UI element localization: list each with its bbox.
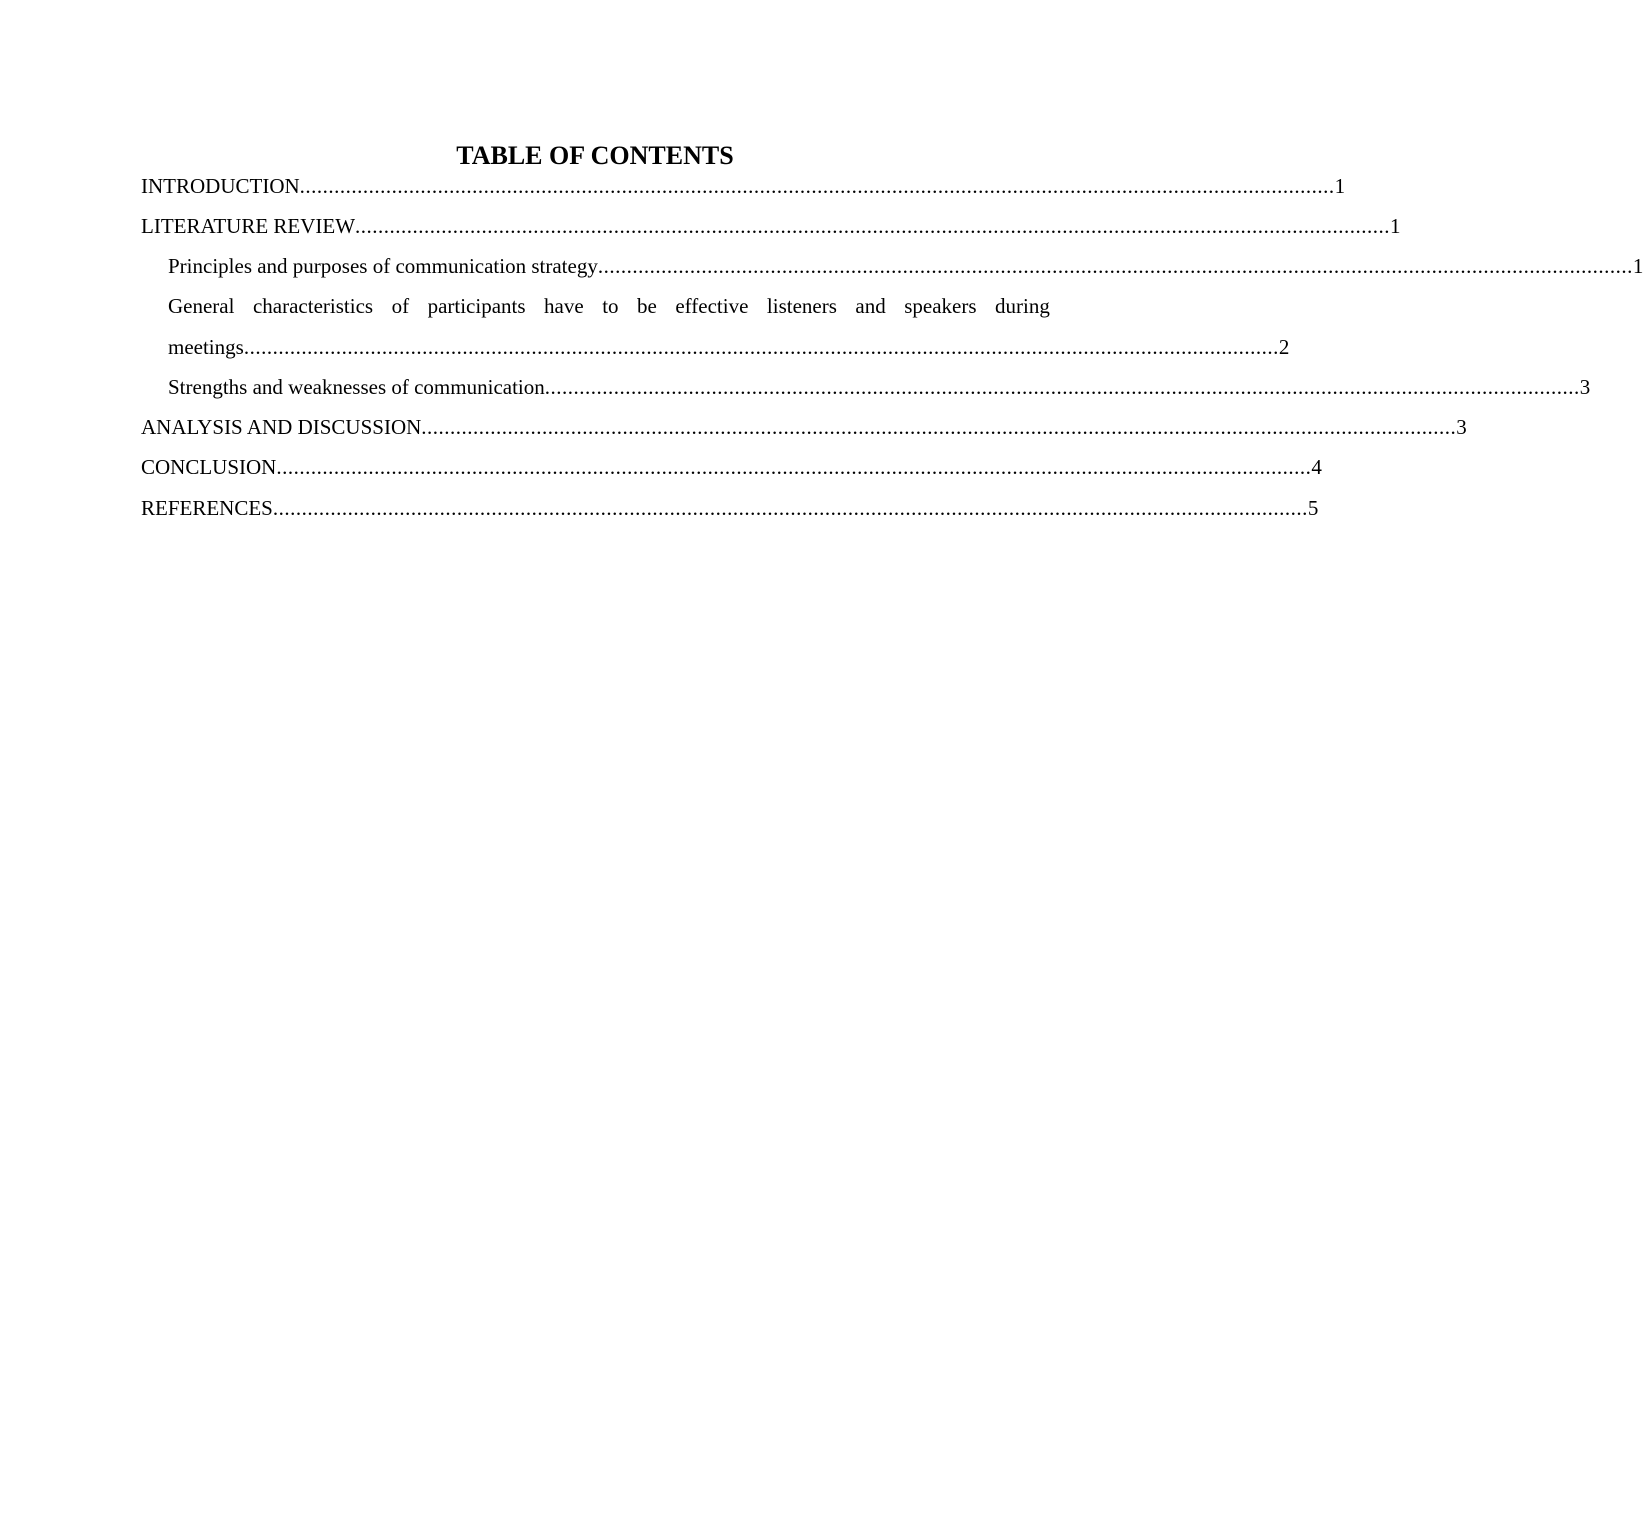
toc-entry-page: 4 [1311,455,1322,479]
toc-entry-label: meetings [168,335,244,359]
toc-entry-strengths-weaknesses[interactable] [168,373,1591,401]
toc-leader-dots: .................................................................................................................................................................................... [597,254,1633,278]
toc-entry-label: ANALYSIS AND DISCUSSION [141,415,422,439]
toc-leader-dots: .................................................................................................................................................................................... [299,174,1335,198]
toc-entry-conclusion[interactable] [141,453,1322,481]
toc-entry-label: INTRODUCTION [141,174,300,198]
toc-entry-label: LITERATURE REVIEW [141,214,356,238]
toc-leader-dots: .................................................................................................................................................................................... [272,496,1308,520]
toc-entry-page: 5 [1307,496,1319,520]
toc-leader-dots: .................................................................................................................................................................................... [243,335,1279,359]
toc-entry-page: 3 [1579,375,1591,399]
toc-entry-label: REFERENCES [141,496,273,520]
toc-entry-page: 1 [1632,254,1643,278]
toc-entry-general-characteristics-line1[interactable]: General characteristics of participants have to be effective listeners and speakers during [168,294,1050,318]
toc-entry-page: 2 [1278,335,1290,359]
toc-entry-analysis-discussion[interactable] [141,413,1467,441]
toc-entry-label: CONCLUSION [141,455,277,479]
toc-entry-references[interactable] [141,494,1319,522]
toc-entry-literature-review[interactable] [141,212,1401,240]
toc-entry-introduction[interactable] [141,172,1346,200]
toc-entry-page: 1 [1334,174,1346,198]
toc-title: TABLE OF CONTENTS [456,141,734,170]
toc-entry-page: 1 [1390,214,1401,238]
toc-entry-label: Strengths and weaknesses of communication [168,375,545,399]
toc-leader-dots: .................................................................................................................................................................................... [355,214,1391,238]
toc-entry-principles[interactable] [168,252,1643,280]
toc-leader-dots: .................................................................................................................................................................................... [544,375,1580,399]
toc-entry-general-characteristics-line2[interactable] [168,333,1290,361]
toc-leader-dots: .................................................................................................................................................................................... [276,455,1312,479]
toc-entry-page: 3 [1456,415,1467,439]
toc-entry-label: Principles and purposes of communication strategy [168,254,598,278]
toc-leader-dots: .................................................................................................................................................................................... [421,415,1457,439]
